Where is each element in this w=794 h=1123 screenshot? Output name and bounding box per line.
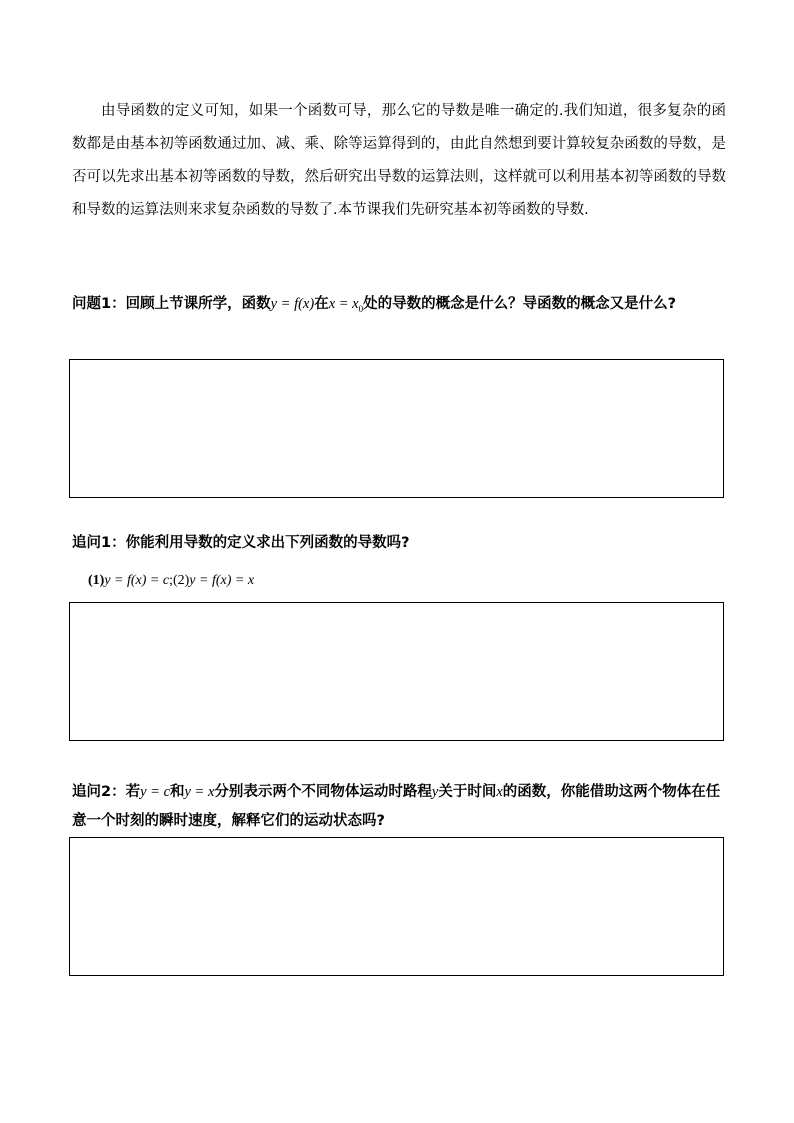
question-1-text-b: 在 <box>314 296 329 312</box>
question-1-math-b: x = x <box>328 296 359 312</box>
answer-box-followup-2[interactable] <box>69 837 724 976</box>
formula-2: y = f(x) = x <box>189 573 255 588</box>
followup-2-math-a: y = c <box>140 784 170 800</box>
followup-2-math-b: y = x <box>184 784 215 800</box>
followup-1-formula <box>88 570 254 592</box>
followup-1-text: 你能利用导数的定义求出下列函数的导数吗? <box>125 535 410 551</box>
followup-2-math-d: x <box>496 784 503 800</box>
followup-2-math-c: y <box>431 784 439 800</box>
question-1-text-a: 回顾上节课所学，函数 <box>125 296 271 312</box>
question-1-math-b-subscript: 0 <box>358 303 364 314</box>
answer-box-question-1[interactable] <box>69 359 724 498</box>
formula-separator: ;(2) <box>169 573 190 588</box>
followup-2-text-b: 和 <box>170 784 185 800</box>
followup-1-label: 追问1： <box>72 535 126 551</box>
question-1-math-a: y = f(x) <box>270 296 315 312</box>
followup-2 <box>72 778 726 836</box>
followup-2-text-e: 的函数，你能借助这两个物体在任意一个时刻的瞬时速度，解释它们的运动状态吗? <box>72 784 721 829</box>
question-1-label: 问题1： <box>72 296 126 312</box>
followup-2-label: 追问2： <box>72 784 126 800</box>
question-1 <box>72 284 726 330</box>
followup-1 <box>72 533 410 553</box>
followup-2-text-a: 若 <box>125 784 141 800</box>
question-1-text-c: 处的导数的概念是什么？导函数的概念又是什么? <box>363 296 677 312</box>
followup-2-text-d: 关于时间 <box>438 784 497 800</box>
followup-2-text-c: 分别表示两个不同物体运动时路程 <box>214 784 432 800</box>
intro-text: 由导函数的定义可知，如果一个函数可导，那么它的导数是唯一确定的.我们知道，很多复杂的函数都是由基本初等函数通过加、减、乘、除等运算得到的，由此自然想到要计算较复杂函数的导数，是否可以先求出基本初等函数的导数，然后研究出导数的运算法则，这样就可以利用基本初等函数的导数和导数的运算法则来求复杂函数的导数了.本节课我们先研究基本初等函数的导数. <box>72 103 726 218</box>
answer-box-followup-1[interactable] <box>69 602 724 741</box>
formula-1: y = f(x) = c <box>104 573 170 588</box>
intro-paragraph <box>72 95 726 227</box>
formula-prefix: (1) <box>88 573 105 588</box>
